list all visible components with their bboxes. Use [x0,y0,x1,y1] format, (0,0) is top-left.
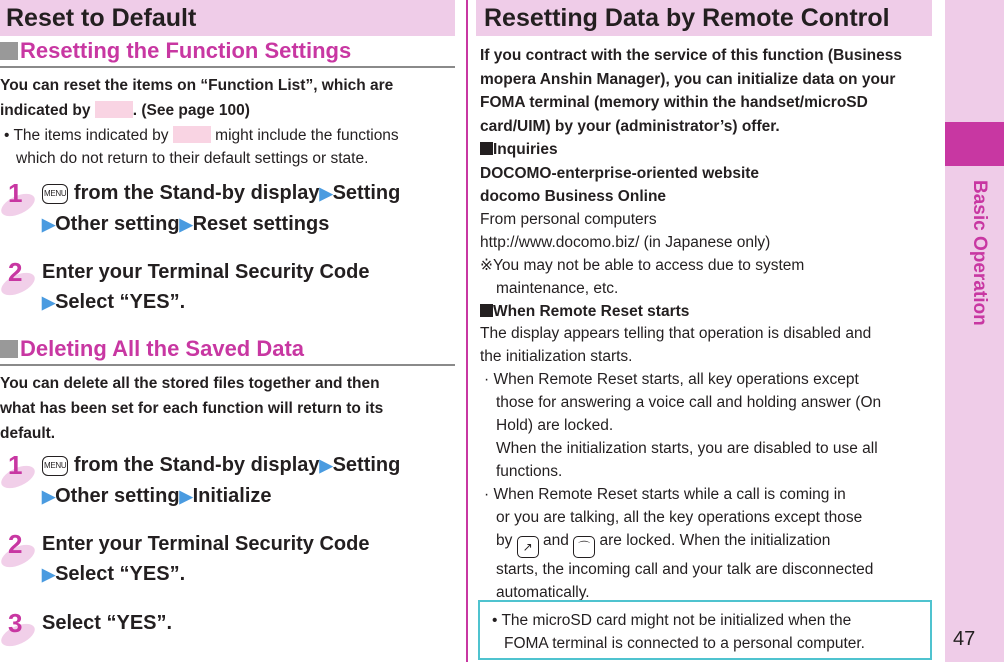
bullet-line: When the initialization starts, you are disabled to use all [496,440,878,457]
step-number: 1 [8,450,23,480]
menu-key-icon: MENU [42,184,68,204]
section-heading-text: Resetting the Function Settings [20,38,352,63]
intro-line: what has been set for each function will return to its [0,400,384,417]
step-text: Initialize [192,485,272,507]
remote-reset-details [480,322,940,604]
bullet-line [480,529,940,558]
column-divider [466,0,468,662]
step-number: 2 [8,529,23,559]
step-text: Enter your Terminal Security Code [42,261,370,283]
call-end-key-icon: ⌒ [573,536,595,558]
step-text: Other setting [55,485,180,507]
bullet-line: starts, the incoming call and your talk are disconnected [496,561,874,578]
arrow-right-icon: ▶ [179,487,193,506]
desc-line: The display appears telling that operation is disabled and [480,325,872,342]
bullet-line: · When Remote Reset starts, all key operations except [484,371,859,388]
maintenance-note: maintenance, etc. [496,280,619,297]
step-instruction [42,608,172,638]
bullet-text: might include the functions [215,127,399,144]
remote-control-intro [480,44,940,209]
bullet-text: by [496,532,513,549]
step-text: Setting [332,182,401,204]
bullet-line [4,124,464,147]
arrow-right-icon: ▶ [42,215,56,234]
step-instruction [42,450,400,512]
intro-text: indicated by [0,102,91,119]
right-page-title: Resetting Data by Remote Control [476,0,932,36]
step-instruction [42,178,400,240]
menu-key-icon: MENU [42,456,68,476]
intro-line: default. [0,425,56,442]
inquiries-heading [480,138,940,162]
arrow-right-icon: ▶ [179,215,193,234]
arrow-right-icon: ▶ [319,184,333,203]
step-1-initialize [0,450,460,514]
black-square-icon [480,142,493,155]
bullet-line: · When Remote Reset starts while a call is coming in [484,486,846,503]
website-name: DOCOMO-enterprise-oriented website [480,164,760,182]
section1-bullet [4,124,464,170]
arrow-right-icon: ▶ [42,293,56,312]
desc-line: the initialization starts. [480,348,633,365]
arrow-right-icon: ▶ [319,456,333,475]
bullet-line: which do not return to their default settings or state. [16,150,369,167]
function-list-indicator-icon [95,101,133,118]
bullet-line: Hold) are locked. [496,417,614,434]
intro-text: . (See page 100) [132,102,250,119]
section-heading-text: Deleting All the Saved Data [20,336,305,361]
step-text: Setting [332,454,401,476]
step-text: Other setting [55,213,180,235]
step-2-security-code [0,257,460,321]
step-number: 3 [8,608,23,638]
step-text: Enter your Terminal Security Code [42,533,370,555]
heading-text: When Remote Reset starts [493,303,690,320]
step-text: Reset settings [192,213,330,235]
maintenance-note: ※You may not be able to access due to system [480,257,805,274]
step-text: Select “YES”. [42,612,173,634]
intro-line: You can delete all the stored files together and then [0,375,380,392]
intro-line: card/UIM) by your (administrator’s) offer. [480,117,780,135]
chapter-marker-block [945,122,1004,166]
section1-intro [0,73,460,123]
step-text: Select “YES”. [55,291,186,313]
step-text: from the Stand-by display [73,454,320,476]
website-title: docomo Business Online [480,188,667,205]
chapter-label: Basic Operation [969,180,990,326]
step-text: Select “YES”. [55,563,186,585]
intro-line: If you contract with the service of this function (Business [480,47,903,64]
step-number: 1 [8,178,23,208]
step-instruction [42,257,370,318]
step-2-security-code [0,529,460,593]
website-url[interactable]: http://www.docomo.biz/ (in Japanese only) [480,234,771,251]
bullet-line: or you are talking, all the key operations except those [496,509,863,526]
note-box [478,600,932,660]
note-line: • The microSD card might not be initialized when the [492,612,852,629]
step-number: 2 [8,257,23,287]
inquiries-details [480,208,940,300]
function-list-indicator-icon [173,126,211,143]
step-3-select-yes [0,608,460,648]
heading-text: Inquiries [493,141,558,158]
bullet-text: and [543,532,569,549]
arrow-right-icon: ▶ [42,487,56,506]
step-1-reset-settings [0,178,460,242]
note-line: FOMA terminal is connected to a personal computer. [504,635,865,652]
bullet-text: • The items indicated by [4,127,169,144]
black-square-icon [480,304,493,317]
left-page-title: Reset to Default [0,0,455,36]
remote-reset-heading [480,300,940,324]
intro-line: FOMA terminal (memory within the handset/microSD [480,94,868,111]
intro-line: You can reset the items on “Function List”, which are [0,77,394,94]
step-text: from the Stand-by display [73,182,320,204]
intro-line: mopera Anshin Manager), you can initialize data on your [480,70,896,88]
step-instruction [42,529,370,590]
bullet-line: functions. [496,463,563,480]
arrow-right-icon: ▶ [42,565,56,584]
page-number: 47 [953,628,976,650]
intro-line [0,98,460,123]
gray-square-icon [0,340,18,358]
section2-intro [0,371,460,446]
bullet-line: those for answering a voice call and holding answer (On [496,394,882,411]
bullet-line: automatically. [496,584,590,601]
call-start-key-icon: ↗ [517,536,539,558]
bullet-text: are locked. When the initialization [599,532,831,549]
gray-square-icon [0,42,18,60]
section-heading-resetting-function-settings [0,36,455,68]
section-heading-deleting-saved-data [0,334,455,366]
access-from: From personal computers [480,211,657,228]
